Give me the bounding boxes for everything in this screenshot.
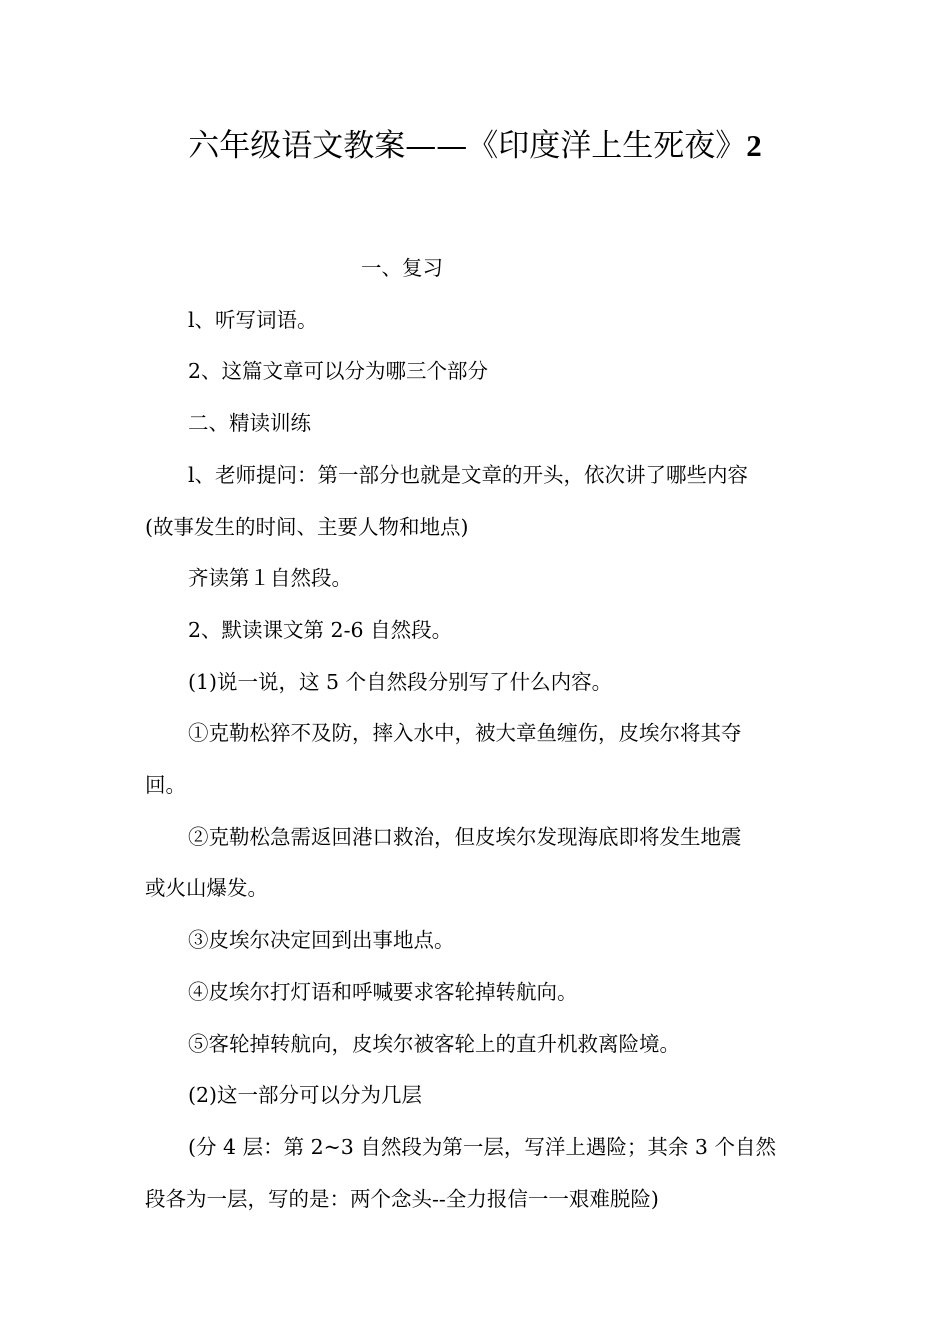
paragraph-line: 段各为一层，写的是：两个念头--全力报信一一艰难脱险) [145,1186,659,1211]
paragraph-line: l、老师提问：第一部分也就是文章的开头，依次讲了哪些内容 [188,462,749,487]
list-item: ④皮埃尔打灯语和呼喊要求客轮掉转航向。 [188,979,578,1004]
paragraph: (2)这一部分可以分为几层 [188,1083,423,1108]
paragraph-line: (故事发生的时间、主要人物和地点) [145,514,469,539]
list-item: ③皮埃尔决定回到出事地点。 [188,928,455,953]
list-item: ⑤客轮掉转航向，皮埃尔被客轮上的直升机救离险境。 [188,1031,680,1056]
section-heading-review: 一、复习 [361,256,443,280]
document-title [0,122,950,170]
paragraph: 2、这篇文章可以分为哪三个部分 [188,359,489,384]
document-body [145,243,805,1225]
paragraph: (1)说一说，这 5 个自然段分别写了什么内容。 [188,669,613,694]
paragraph-line: (分 4 层：第 2~3 自然段为第一层，写洋上遇险；其余 3 个自然 [188,1134,776,1159]
paragraph-line: ②克勒松急需返回港口救治，但皮埃尔发现海底即将发生地震 [188,824,742,849]
list-item [145,812,805,915]
paragraph [145,1122,805,1225]
paragraph-line: ①克勒松猝不及防，摔入水中，被大章鱼缠伤，皮埃尔将其夺 [188,721,742,746]
section-heading-reading: 二、精读训练 [188,411,311,436]
title-number: 2 [746,128,762,163]
paragraph [145,450,805,553]
paragraph-line: 或火山爆发。 [145,876,268,901]
paragraph-line: 回。 [145,773,186,798]
title-text: 六年级语文教案——《印度洋上生死夜》 [188,128,747,164]
list-item [145,708,805,811]
paragraph: l、听写词语。 [188,307,318,332]
paragraph: 齐读第１自然段。 [188,566,352,591]
paragraph: 2、默读课文第 2-6 自然段。 [188,617,453,642]
